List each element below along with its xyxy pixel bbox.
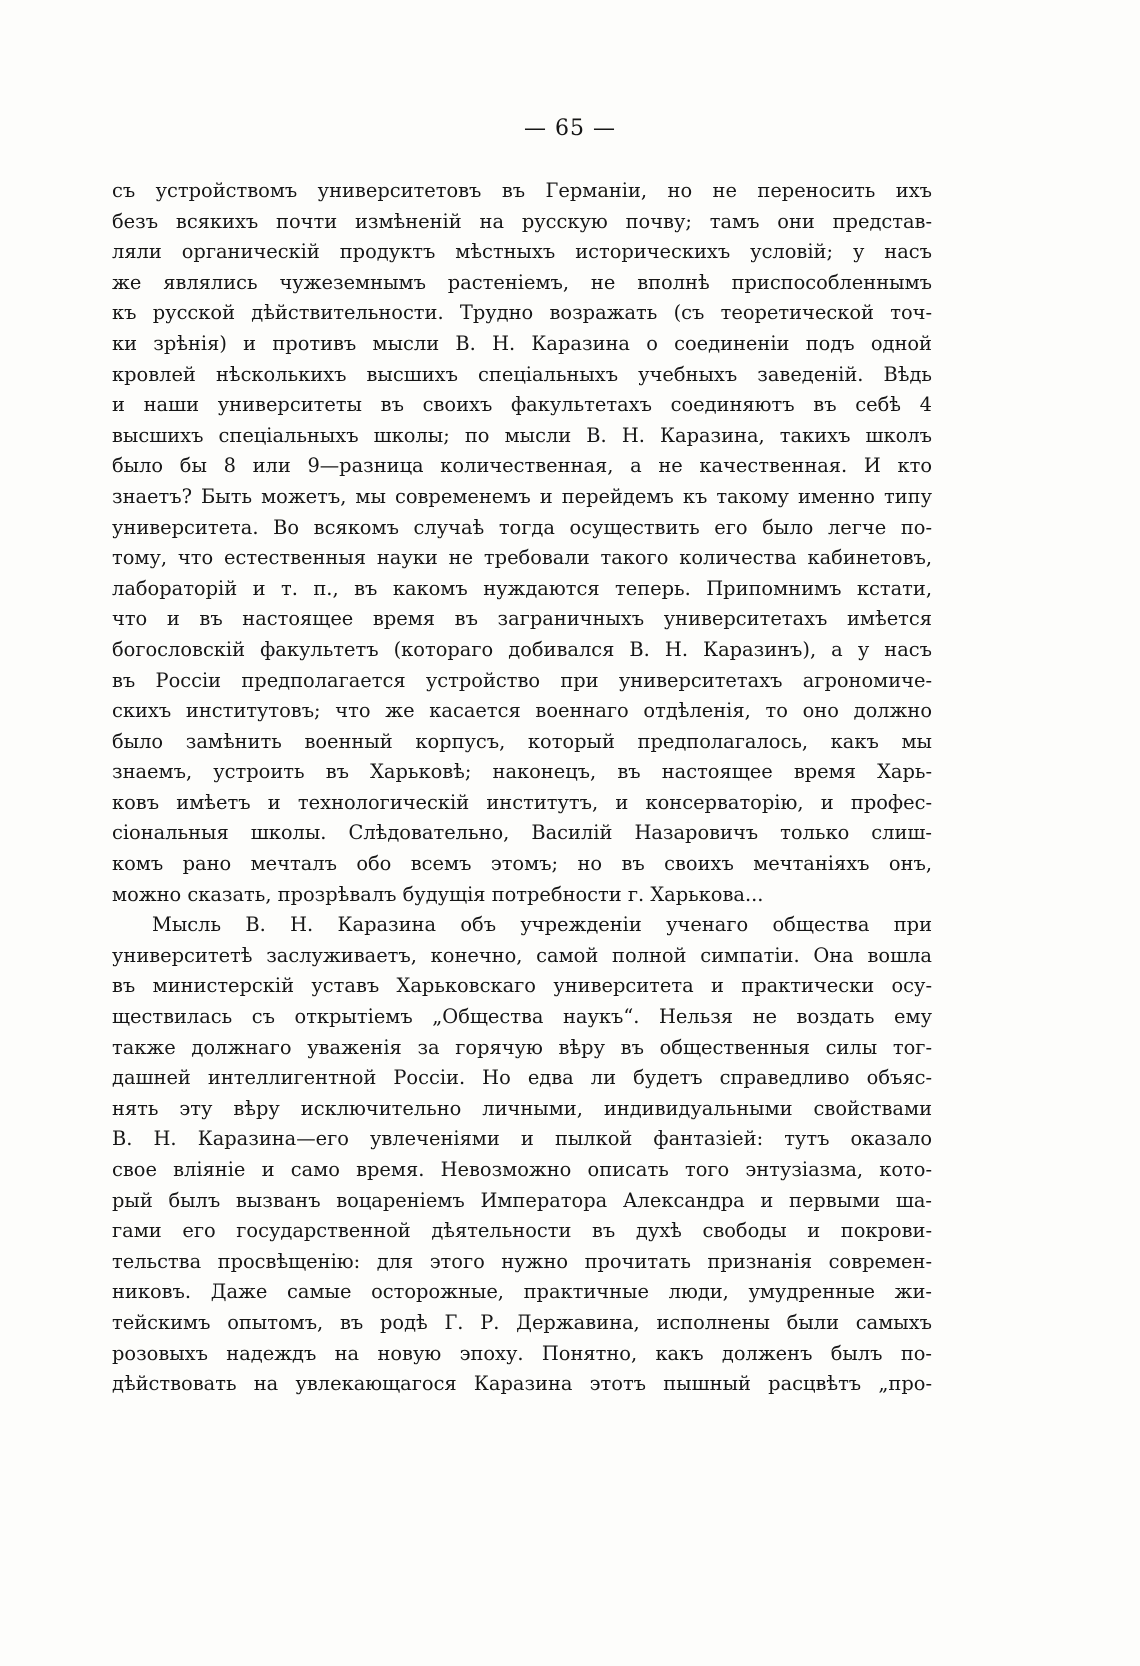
text-line: богословскій факультетъ (котораго добивался В. Н. Каразинъ), а у насъ xyxy=(112,637,932,661)
text-line: ществилась съ открытіемъ „Общества наукъ“. Нельзя не воздать ему xyxy=(112,1005,932,1029)
text-line: гами его государственной дѣятельности въ духѣ свободы и покрови- xyxy=(112,1219,932,1243)
text-line: ляли органическій продуктъ мѣстныхъ историческихъ условій; у насъ xyxy=(112,240,932,264)
text-line: знаемъ, устроить въ Харьковѣ; наконецъ, въ настоящее время Харь- xyxy=(112,760,932,784)
text-line: въ Россіи предполагается устройство при университетахъ агрономиче- xyxy=(112,668,932,692)
text-line: лабораторій и т. п., въ какомъ нуждаются теперь. Припомнимъ кстати, xyxy=(112,576,932,600)
text-line: безъ всякихъ почти измѣненій на русскую почву; тамъ они представ- xyxy=(112,209,932,233)
text-line: тому, что естественныя науки не требовали такого количества кабинетовъ, xyxy=(112,546,932,570)
text-line: что и въ настоящее время въ заграничныхъ университетахъ имѣется xyxy=(112,607,932,631)
text-line: съ устройствомъ университетовъ въ Германіи, но не переносить ихъ xyxy=(112,179,932,202)
text-line: высшихъ спеціальныхъ школы; по мысли В. Н. Каразина, такихъ школъ xyxy=(112,423,932,447)
page-number: — 65 — xyxy=(524,116,616,141)
text-line: было бы 8 или 9—разница количественная, а не качественная. И кто xyxy=(112,454,932,478)
paragraph-1 xyxy=(112,176,932,910)
text-line: университета. Во всякомъ случаѣ тогда осуществить его было легче по- xyxy=(112,515,932,539)
text-line: также должнаго уваженія за горячую вѣру въ общественныя силы тог- xyxy=(112,1035,932,1059)
text-line: ковъ имѣетъ и технологическій институтъ, и консерваторію, и профес- xyxy=(112,790,932,814)
text-line: розовыхъ надеждъ на новую эпоху. Понятно, какъ долженъ былъ по- xyxy=(112,1341,932,1365)
paragraph-2 xyxy=(112,910,932,1400)
text-line: университетѣ заслуживаетъ, конечно, самой полной симпатіи. Она вошла xyxy=(112,943,932,967)
text-line: же являлись чужеземнымъ растеніемъ, не вполнѣ приспособленнымъ xyxy=(112,270,932,294)
text-line: знаетъ? Быть можетъ, мы современемъ и перейдемъ къ такому именно типу xyxy=(112,484,932,508)
text-line: было замѣнить военный корпусъ, который предполагалось, какъ мы xyxy=(112,729,932,753)
text-line: сіональныя школы. Слѣдовательно, Василій Назаровичъ только слиш- xyxy=(112,821,932,845)
text-line: можно сказать, прозрѣвалъ будущія потребности г. Харькова... xyxy=(112,882,764,906)
text-line: рый былъ вызванъ воцареніемъ Императора Александра и первыми ша- xyxy=(112,1188,932,1212)
text-line: и наши университеты въ своихъ факультетахъ соединяютъ въ себѣ 4 xyxy=(112,393,932,417)
text-line: въ министерскій уставъ Харьковскаго университета и практически осу- xyxy=(112,974,932,998)
text-line: дѣйствовать на увлекающагося Каразина этотъ пышный расцвѣтъ „про- xyxy=(112,1372,932,1396)
text-line: дашней интеллигентной Россіи. Но едва ли будетъ справедливо объяс- xyxy=(112,1066,932,1090)
text-line: кровлей нѣсколькихъ высшихъ спеціальныхъ учебныхъ заведеній. Вѣдь xyxy=(112,362,932,386)
text-line: ки зрѣнія) и противъ мысли В. Н. Каразина о соединеніи подъ одной xyxy=(112,331,932,355)
text-line: В. Н. Каразина—его увлеченіями и пылкой фантазіей: тутъ оказало xyxy=(112,1127,932,1151)
text-line: никовъ. Даже самые осторожные, практичные люди, умудренные жи- xyxy=(112,1280,932,1304)
body-text xyxy=(112,176,932,1400)
text-line: нять эту вѣру исключительно личными, индивидуальными свойствами xyxy=(112,1096,932,1120)
text-line: тейскимъ опытомъ, въ родѣ Г. Р. Державина, исполнены были самыхъ xyxy=(112,1310,932,1334)
text-line: комъ рано мечталъ обо всемъ этомъ; но въ своихъ мечтаніяхъ онъ, xyxy=(112,852,932,876)
text-line: Мысль В. Н. Каразина объ учрежденіи ученаго общества при xyxy=(152,913,932,937)
text-line: тельства просвѣщенію: для этого нужно прочитать признанія современ- xyxy=(112,1249,932,1273)
text-line: скихъ институтовъ; что же касается военнаго отдѣленія, то оно должно xyxy=(112,699,932,723)
text-line: къ русской дѣйствительности. Трудно возражать (съ теоретической точ- xyxy=(112,301,932,325)
text-line: свое вліяніе и само время. Невозможно описать того энтузіазма, кото- xyxy=(112,1158,932,1181)
